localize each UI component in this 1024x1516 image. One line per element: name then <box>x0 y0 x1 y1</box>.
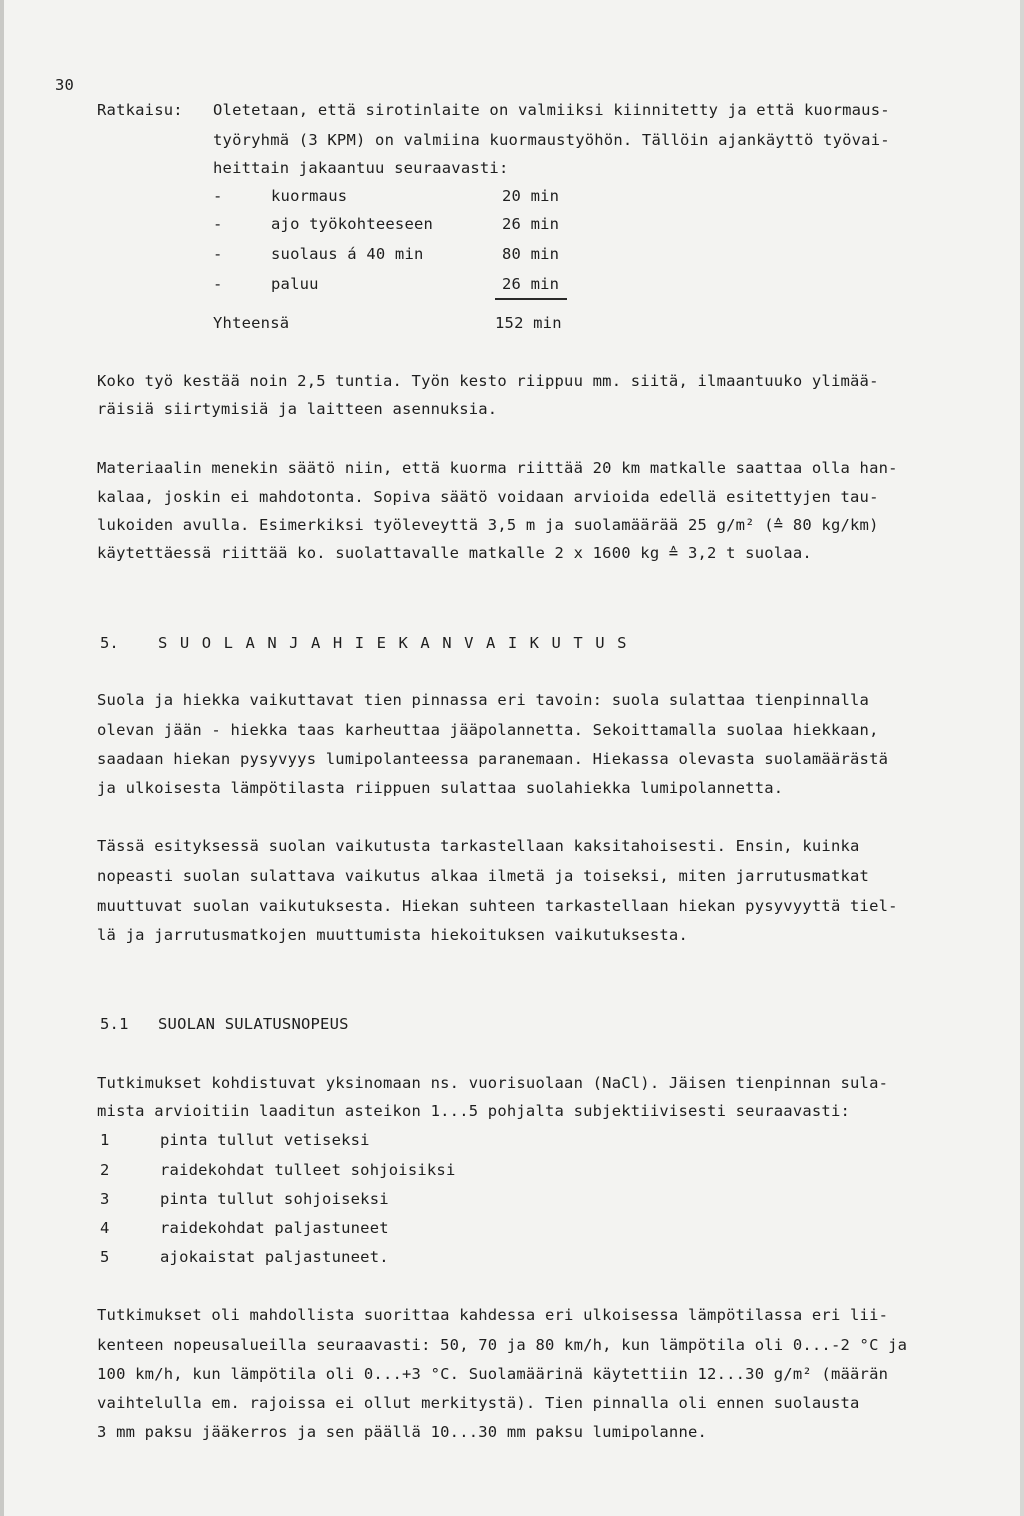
section-title: S U O L A N J A H I E K A N V A I K U T U S <box>158 634 629 652</box>
paragraph-line: muuttuvat suolan vaikutuksesta. Hiekan suhteen tarkastellaan hiekan pysyvyyttä tiel- <box>97 897 898 915</box>
item-label: kuormaus <box>271 187 348 205</box>
paragraph-line: Tutkimukset kohdistuvat yksinomaan ns. vuorisuolaan (NaCl). Jäisen tienpinnan sula- <box>97 1074 889 1092</box>
total-value: 152 min <box>495 314 562 332</box>
paragraph-line: nopeasti suolan sulattava vaikutus alkaa ilmetä ja toiseksi, miten jarrutusmatkat <box>97 867 870 885</box>
total-label: Yhteensä <box>213 314 290 332</box>
paragraph-line: käytettäessä riittää ko. suolattavalle matkalle 2 x 1600 kg ≙ 3,2 t suolaa. <box>97 544 812 562</box>
page-number: 30 <box>55 76 75 94</box>
item-label: suolaus á 40 min <box>271 245 424 263</box>
paragraph-line: 100 km/h, kun lämpötila oli 0...+3 °C. Suolamäärinä käytettiin 12...30 g/m² (määrän <box>97 1365 889 1383</box>
item-value: 26 min <box>502 215 560 233</box>
paragraph-line: kenteen nopeusalueilla seuraavasti: 50, 70 ja 80 km/h, kun lämpötila oli 0...-2 °C ja <box>97 1336 908 1354</box>
paragraph-line: olevan jään - hiekka taas karheuttaa jääpolannetta. Sekoittamalla suolaa hiekkaan, <box>97 721 879 739</box>
paragraph-line: vaihtelulla em. rajoissa ei ollut merkitystä). Tien pinnalla oli ennen suolausta <box>97 1394 860 1412</box>
ratkaisu-line: Oletetaan, että sirotinlaite on valmiiksi kiinnitetty ja että kuormaus- <box>213 101 890 119</box>
item-value: 26 min <box>502 275 560 293</box>
scale-text: ajokaistat paljastuneet. <box>160 1248 389 1266</box>
section-number: 5. <box>100 634 119 652</box>
sum-rule <box>495 298 567 300</box>
scale-text: raidekohdat tulleet sohjoisiksi <box>160 1161 456 1179</box>
scale-number: 4 <box>100 1219 110 1237</box>
paragraph-line: Koko työ kestää noin 2,5 tuntia. Työn kesto riippuu mm. siitä, ilmaantuuko ylimää- <box>97 372 879 390</box>
paragraph-line: lä ja jarrutusmatkojen muuttumista hiekoituksen vaikutuksesta. <box>97 926 688 944</box>
subsection-title: SUOLAN SULATUSNOPEUS <box>158 1015 349 1033</box>
paragraph-line: Materiaalin menekin säätö niin, että kuorma riittää 20 km matkalle saattaa olla han- <box>97 459 898 477</box>
paragraph-line: 3 mm paksu jääkerros ja sen päällä 10...30 mm paksu lumipolanne. <box>97 1423 708 1441</box>
paragraph-line: ja ulkoisesta lämpötilasta riippuen sulattaa suolahiekka lumipolannetta. <box>97 779 784 797</box>
item-value: 80 min <box>502 245 560 263</box>
item-dash: - <box>213 275 223 293</box>
scale-text: pinta tullut sohjoiseksi <box>160 1190 389 1208</box>
scan-edge-right <box>1020 0 1024 1516</box>
scale-number: 5 <box>100 1248 110 1266</box>
paragraph-line: Tutkimukset oli mahdollista suorittaa kahdessa eri ulkoisessa lämpötilassa eri lii- <box>97 1306 889 1324</box>
paragraph-line: räisiä siirtymisiä ja laitteen asennuksia. <box>97 400 498 418</box>
scale-text: pinta tullut vetiseksi <box>160 1131 370 1149</box>
item-value: 20 min <box>502 187 560 205</box>
paragraph-line: saadaan hiekan pysyvyys lumipolanteessa paranemaan. Hiekassa olevasta suolamäärästä <box>97 750 889 768</box>
paragraph-line: mista arvioitiin laaditun asteikon 1...5 pohjalta subjektiivisesti seuraavasti: <box>97 1102 851 1120</box>
paragraph-line: Tässä esityksessä suolan vaikutusta tarkastellaan kaksitahoisesti. Ensin, kuinka <box>97 837 860 855</box>
paragraph-line: Suola ja hiekka vaikuttavat tien pinnassa eri tavoin: suola sulattaa tienpinnalla <box>97 691 870 709</box>
item-label: paluu <box>271 275 319 293</box>
item-dash: - <box>213 215 223 233</box>
scan-edge-left <box>0 0 4 1516</box>
paragraph-line: kalaa, joskin ei mahdotonta. Sopiva säätö voidaan arvioida edellä esitettyjen tau- <box>97 488 879 506</box>
item-dash: - <box>213 187 223 205</box>
subsection-number: 5.1 <box>100 1015 129 1033</box>
item-dash: - <box>213 245 223 263</box>
ratkaisu-label: Ratkaisu: <box>97 101 183 119</box>
paragraph-line: lukoiden avulla. Esimerkiksi työleveyttä 3,5 m ja suolamäärää 25 g/m² (≙ 80 kg/km) <box>97 516 879 534</box>
scale-text: raidekohdat paljastuneet <box>160 1219 389 1237</box>
scale-number: 3 <box>100 1190 110 1208</box>
item-label: ajo työkohteeseen <box>271 215 434 233</box>
scale-number: 2 <box>100 1161 110 1179</box>
scale-number: 1 <box>100 1131 110 1149</box>
ratkaisu-line: työryhmä (3 KPM) on valmiina kuormaustyöhön. Tällöin ajankäyttö työvai- <box>213 131 890 149</box>
ratkaisu-line: heittain jakaantuu seuraavasti: <box>213 159 509 177</box>
